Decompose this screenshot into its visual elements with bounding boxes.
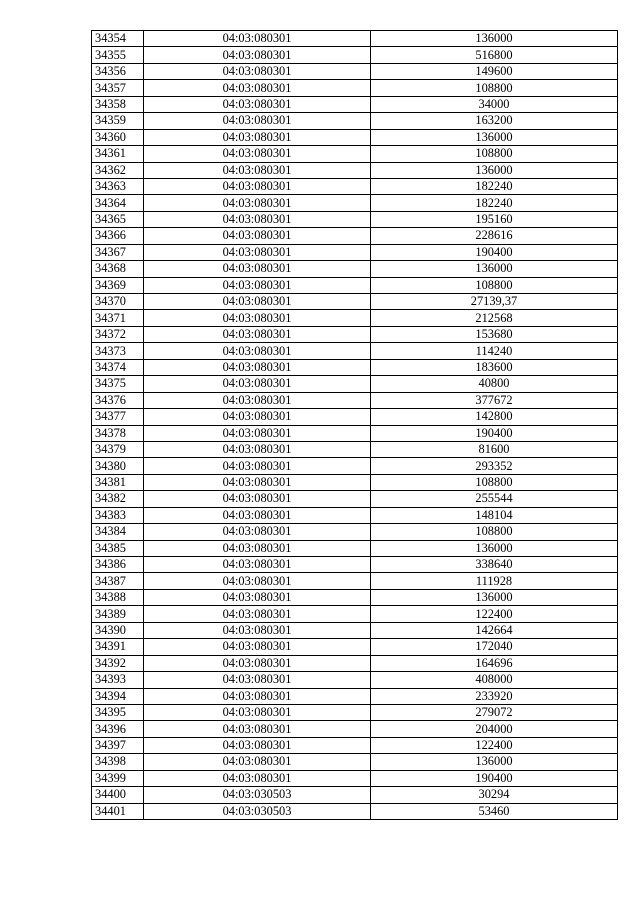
table-row <box>92 326 618 342</box>
row-number-cell: 34356 <box>92 63 144 79</box>
cadastral-code-cell: 04:03:080301 <box>144 721 371 737</box>
value-cell: 172040 <box>371 639 618 655</box>
value-cell: 190400 <box>371 425 618 441</box>
table-row <box>92 803 618 819</box>
row-number-cell: 34354 <box>92 31 144 47</box>
value-cell: 228616 <box>371 228 618 244</box>
table-row <box>92 425 618 441</box>
row-number-cell: 34392 <box>92 655 144 671</box>
table-row <box>92 606 618 622</box>
cadastral-code-cell: 04:03:080301 <box>144 704 371 720</box>
cadastral-code-cell: 04:03:080301 <box>144 359 371 375</box>
cadastral-code-cell: 04:03:080301 <box>144 113 371 129</box>
value-cell: 53460 <box>371 803 618 819</box>
cadastral-code-cell: 04:03:080301 <box>144 96 371 112</box>
cadastral-code-cell: 04:03:080301 <box>144 409 371 425</box>
cadastral-code-cell: 04:03:080301 <box>144 162 371 178</box>
table-row <box>92 96 618 112</box>
value-cell: 164696 <box>371 655 618 671</box>
row-number-cell: 34376 <box>92 392 144 408</box>
value-cell: 34000 <box>371 96 618 112</box>
cadastral-code-cell: 04:03:080301 <box>144 376 371 392</box>
row-number-cell: 34355 <box>92 47 144 63</box>
row-number-cell: 34379 <box>92 441 144 457</box>
table-row <box>92 31 618 47</box>
table-row <box>92 162 618 178</box>
value-cell: 108800 <box>371 524 618 540</box>
value-cell: 233920 <box>371 688 618 704</box>
value-cell: 190400 <box>371 770 618 786</box>
table-row <box>92 589 618 605</box>
cadastral-code-cell: 04:03:030503 <box>144 803 371 819</box>
value-cell: 148104 <box>371 507 618 523</box>
cadastral-code-cell: 04:03:080301 <box>144 622 371 638</box>
table-row <box>92 573 618 589</box>
value-cell: 149600 <box>371 63 618 79</box>
value-cell: 136000 <box>371 129 618 145</box>
cadastral-code-cell: 04:03:080301 <box>144 277 371 293</box>
cadastral-code-cell: 04:03:080301 <box>144 655 371 671</box>
value-cell: 182240 <box>371 195 618 211</box>
table-row <box>92 754 618 770</box>
row-number-cell: 34395 <box>92 704 144 720</box>
cadastral-code-cell: 04:03:080301 <box>144 129 371 145</box>
table-row <box>92 277 618 293</box>
cadastral-code-cell: 04:03:080301 <box>144 343 371 359</box>
cadastral-code-cell: 04:03:080301 <box>144 310 371 326</box>
table-row <box>92 146 618 162</box>
cadastral-code-cell: 04:03:080301 <box>144 770 371 786</box>
cadastral-code-cell: 04:03:080301 <box>144 326 371 342</box>
value-cell: 142664 <box>371 622 618 638</box>
table-row <box>92 441 618 457</box>
table-row <box>92 474 618 490</box>
row-number-cell: 34388 <box>92 589 144 605</box>
table-row <box>92 524 618 540</box>
row-number-cell: 34384 <box>92 524 144 540</box>
table-row <box>92 376 618 392</box>
row-number-cell: 34389 <box>92 606 144 622</box>
row-number-cell: 34360 <box>92 129 144 145</box>
cadastral-code-cell: 04:03:080301 <box>144 178 371 194</box>
table-row <box>92 47 618 63</box>
cadastral-code-cell: 04:03:080301 <box>144 211 371 227</box>
value-cell: 108800 <box>371 146 618 162</box>
row-number-cell: 34370 <box>92 294 144 310</box>
value-cell: 195160 <box>371 211 618 227</box>
cadastral-code-cell: 04:03:080301 <box>144 589 371 605</box>
cadastral-code-cell: 04:03:080301 <box>144 425 371 441</box>
value-cell: 30294 <box>371 787 618 803</box>
row-number-cell: 34372 <box>92 326 144 342</box>
row-number-cell: 34401 <box>92 803 144 819</box>
value-cell: 108800 <box>371 474 618 490</box>
table-row <box>92 261 618 277</box>
table-row <box>92 737 618 753</box>
registry-table <box>91 30 618 820</box>
cadastral-code-cell: 04:03:080301 <box>144 195 371 211</box>
row-number-cell: 34397 <box>92 737 144 753</box>
cadastral-code-cell: 04:03:080301 <box>144 80 371 96</box>
value-cell: 122400 <box>371 606 618 622</box>
table-row <box>92 557 618 573</box>
row-number-cell: 34357 <box>92 80 144 96</box>
table-row <box>92 195 618 211</box>
table-row <box>92 721 618 737</box>
table-row <box>92 672 618 688</box>
cadastral-code-cell: 04:03:080301 <box>144 688 371 704</box>
cadastral-code-cell: 04:03:080301 <box>144 441 371 457</box>
cadastral-code-cell: 04:03:080301 <box>144 261 371 277</box>
row-number-cell: 34371 <box>92 310 144 326</box>
value-cell: 108800 <box>371 80 618 96</box>
row-number-cell: 34391 <box>92 639 144 655</box>
table-row <box>92 688 618 704</box>
row-number-cell: 34378 <box>92 425 144 441</box>
cadastral-code-cell: 04:03:080301 <box>144 557 371 573</box>
value-cell: 153680 <box>371 326 618 342</box>
cadastral-code-cell: 04:03:080301 <box>144 63 371 79</box>
row-number-cell: 34358 <box>92 96 144 112</box>
table-row <box>92 228 618 244</box>
table-row <box>92 704 618 720</box>
value-cell: 255544 <box>371 491 618 507</box>
cadastral-code-cell: 04:03:080301 <box>144 672 371 688</box>
row-number-cell: 34399 <box>92 770 144 786</box>
table-row <box>92 343 618 359</box>
row-number-cell: 34394 <box>92 688 144 704</box>
value-cell: 212568 <box>371 310 618 326</box>
row-number-cell: 34361 <box>92 146 144 162</box>
value-cell: 338640 <box>371 557 618 573</box>
value-cell: 142800 <box>371 409 618 425</box>
row-number-cell: 34390 <box>92 622 144 638</box>
cadastral-code-cell: 04:03:080301 <box>144 573 371 589</box>
value-cell: 377672 <box>371 392 618 408</box>
value-cell: 108800 <box>371 277 618 293</box>
row-number-cell: 34362 <box>92 162 144 178</box>
table-row <box>92 178 618 194</box>
table-row <box>92 244 618 260</box>
cadastral-code-cell: 04:03:030503 <box>144 787 371 803</box>
value-cell: 163200 <box>371 113 618 129</box>
value-cell: 27139,37 <box>371 294 618 310</box>
row-number-cell: 34367 <box>92 244 144 260</box>
value-cell: 279072 <box>371 704 618 720</box>
value-cell: 81600 <box>371 441 618 457</box>
value-cell: 136000 <box>371 754 618 770</box>
cadastral-code-cell: 04:03:080301 <box>144 474 371 490</box>
row-number-cell: 34369 <box>92 277 144 293</box>
row-number-cell: 34383 <box>92 507 144 523</box>
table-row <box>92 359 618 375</box>
row-number-cell: 34359 <box>92 113 144 129</box>
row-number-cell: 34364 <box>92 195 144 211</box>
cadastral-code-cell: 04:03:080301 <box>144 491 371 507</box>
table-row <box>92 507 618 523</box>
row-number-cell: 34373 <box>92 343 144 359</box>
table-row <box>92 113 618 129</box>
cadastral-code-cell: 04:03:080301 <box>144 540 371 556</box>
cadastral-code-cell: 04:03:080301 <box>144 47 371 63</box>
cadastral-code-cell: 04:03:080301 <box>144 392 371 408</box>
value-cell: 190400 <box>371 244 618 260</box>
cadastral-code-cell: 04:03:080301 <box>144 524 371 540</box>
value-cell: 408000 <box>371 672 618 688</box>
table-row <box>92 310 618 326</box>
value-cell: 183600 <box>371 359 618 375</box>
cadastral-code-cell: 04:03:080301 <box>144 639 371 655</box>
row-number-cell: 34374 <box>92 359 144 375</box>
cadastral-code-cell: 04:03:080301 <box>144 228 371 244</box>
row-number-cell: 34365 <box>92 211 144 227</box>
value-cell: 40800 <box>371 376 618 392</box>
value-cell: 114240 <box>371 343 618 359</box>
value-cell: 516800 <box>371 47 618 63</box>
table-row <box>92 540 618 556</box>
table-row <box>92 392 618 408</box>
row-number-cell: 34387 <box>92 573 144 589</box>
cadastral-code-cell: 04:03:080301 <box>144 146 371 162</box>
row-number-cell: 34400 <box>92 787 144 803</box>
table-row <box>92 63 618 79</box>
value-cell: 293352 <box>371 458 618 474</box>
value-cell: 204000 <box>371 721 618 737</box>
row-number-cell: 34363 <box>92 178 144 194</box>
table-row <box>92 491 618 507</box>
row-number-cell: 34381 <box>92 474 144 490</box>
value-cell: 136000 <box>371 589 618 605</box>
row-number-cell: 34375 <box>92 376 144 392</box>
table-row <box>92 80 618 96</box>
value-cell: 136000 <box>371 540 618 556</box>
table-row <box>92 787 618 803</box>
table-row <box>92 770 618 786</box>
cadastral-code-cell: 04:03:080301 <box>144 737 371 753</box>
table-row <box>92 458 618 474</box>
row-number-cell: 34393 <box>92 672 144 688</box>
cadastral-code-cell: 04:03:080301 <box>144 606 371 622</box>
row-number-cell: 34368 <box>92 261 144 277</box>
row-number-cell: 34396 <box>92 721 144 737</box>
row-number-cell: 34386 <box>92 557 144 573</box>
value-cell: 111928 <box>371 573 618 589</box>
table-row <box>92 639 618 655</box>
cadastral-code-cell: 04:03:080301 <box>144 507 371 523</box>
registry-table-body <box>92 31 618 820</box>
row-number-cell: 34380 <box>92 458 144 474</box>
table-row <box>92 655 618 671</box>
row-number-cell: 34366 <box>92 228 144 244</box>
value-cell: 122400 <box>371 737 618 753</box>
row-number-cell: 34382 <box>92 491 144 507</box>
table-row <box>92 294 618 310</box>
cadastral-code-cell: 04:03:080301 <box>144 31 371 47</box>
row-number-cell: 34385 <box>92 540 144 556</box>
cadastral-code-cell: 04:03:080301 <box>144 294 371 310</box>
cadastral-code-cell: 04:03:080301 <box>144 244 371 260</box>
value-cell: 136000 <box>371 261 618 277</box>
table-row <box>92 622 618 638</box>
table-row <box>92 129 618 145</box>
row-number-cell: 34377 <box>92 409 144 425</box>
cadastral-code-cell: 04:03:080301 <box>144 458 371 474</box>
cadastral-code-cell: 04:03:080301 <box>144 754 371 770</box>
value-cell: 136000 <box>371 31 618 47</box>
table-row <box>92 409 618 425</box>
value-cell: 136000 <box>371 162 618 178</box>
table-row <box>92 211 618 227</box>
value-cell: 182240 <box>371 178 618 194</box>
row-number-cell: 34398 <box>92 754 144 770</box>
